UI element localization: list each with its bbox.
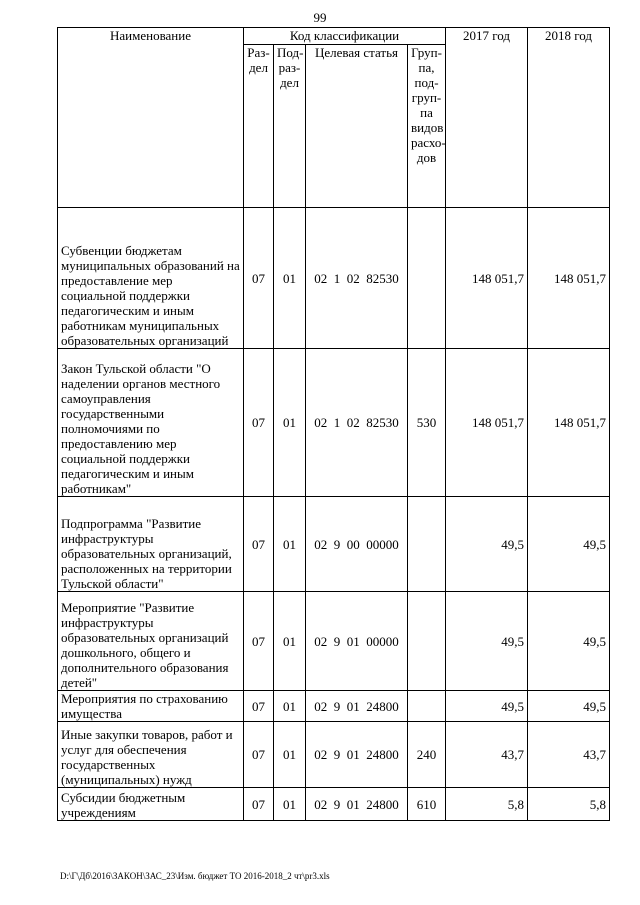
header-year-2017: 2017 год	[446, 28, 528, 208]
row-amount-2018: 5,8	[528, 788, 610, 821]
row-expense-group: 240	[408, 722, 446, 788]
row-amount-2018: 148 051,7	[528, 208, 610, 349]
row-razdel: 07	[244, 349, 274, 497]
table-row	[58, 722, 610, 788]
row-expense-group	[408, 497, 446, 592]
row-razdel: 07	[244, 592, 274, 691]
table-row	[58, 349, 610, 497]
row-podrazdel: 01	[274, 722, 306, 788]
row-amount-2017: 49,5	[446, 592, 528, 691]
row-target-article: 02 9 00 00000	[306, 497, 408, 592]
row-expense-group: 610	[408, 788, 446, 821]
row-amount-2017: 148 051,7	[446, 349, 528, 497]
row-razdel: 07	[244, 722, 274, 788]
table-row	[58, 208, 610, 349]
row-target-article: 02 1 02 82530	[306, 208, 408, 349]
row-razdel: 07	[244, 497, 274, 592]
table-row	[58, 497, 610, 592]
row-podrazdel: 01	[274, 592, 306, 691]
file-path-footer: D:\Г\Дб\2016\ЗАКОН\ЗАС_23\Изм. бюджет ТО 2016-2018_2 чт\pr3.xls	[60, 871, 330, 881]
table-row	[58, 788, 610, 821]
row-podrazdel: 01	[274, 497, 306, 592]
row-name: Мероприятия по страхованию имущества	[58, 691, 244, 722]
row-amount-2018: 49,5	[528, 691, 610, 722]
row-target-article: 02 9 01 24800	[306, 722, 408, 788]
row-amount-2018: 49,5	[528, 592, 610, 691]
row-name: Субвенции бюджетам муниципальных образований на предоставление мер социальной поддержки педагогическим и иным работникам муниципальных образовательных организаций	[58, 208, 244, 349]
row-name: Субсидии бюджетным учреждениям	[58, 788, 244, 821]
row-target-article: 02 9 01 24800	[306, 691, 408, 722]
row-expense-group: 530	[408, 349, 446, 497]
row-target-article: 02 1 02 82530	[306, 349, 408, 497]
row-amount-2017: 49,5	[446, 691, 528, 722]
row-amount-2017: 148 051,7	[446, 208, 528, 349]
header-name: Наименование	[58, 28, 244, 208]
header-target-article: Целевая статья	[306, 45, 408, 208]
row-razdel: 07	[244, 691, 274, 722]
header-classification-code: Код классификации	[244, 28, 446, 45]
row-target-article: 02 9 01 24800	[306, 788, 408, 821]
row-name: Иные закупки товаров, работ и услуг для обеспечения государственных (муниципальных) нужд	[58, 722, 244, 788]
row-razdel: 07	[244, 788, 274, 821]
row-podrazdel: 01	[274, 349, 306, 497]
row-expense-group	[408, 592, 446, 691]
table-row	[58, 691, 610, 722]
row-amount-2017: 43,7	[446, 722, 528, 788]
row-podrazdel: 01	[274, 208, 306, 349]
row-podrazdel: 01	[274, 691, 306, 722]
row-name: Подпрограмма "Развитие инфраструктуры образовательных организаций, расположенных на территории Тульской области"	[58, 497, 244, 592]
row-amount-2018: 43,7	[528, 722, 610, 788]
header-expense-group: Груп- па, под- груп- па видов расхо- дов	[408, 45, 446, 208]
row-target-article: 02 9 01 00000	[306, 592, 408, 691]
header-razdel: Раз- дел	[244, 45, 274, 208]
row-expense-group	[408, 208, 446, 349]
row-amount-2017: 49,5	[446, 497, 528, 592]
row-amount-2018: 148 051,7	[528, 349, 610, 497]
row-podrazdel: 01	[274, 788, 306, 821]
row-amount-2018: 49,5	[528, 497, 610, 592]
budget-table	[57, 27, 610, 821]
row-razdel: 07	[244, 208, 274, 349]
table-row	[58, 592, 610, 691]
row-name: Закон Тульской области "О наделении органов местного самоуправления государственными полномочиями по предоставлению мер социальной поддержки педагогическим и иным работникам"	[58, 349, 244, 497]
row-expense-group	[408, 691, 446, 722]
header-year-2018: 2018 год	[528, 28, 610, 208]
page-number: 99	[313, 10, 327, 25]
header-podrazdel: Под- раз- дел	[274, 45, 306, 208]
row-name: Мероприятие "Развитие инфраструктуры образовательных организаций дошкольного, общего и дополнительного образования детей"	[58, 592, 244, 691]
row-amount-2017: 5,8	[446, 788, 528, 821]
